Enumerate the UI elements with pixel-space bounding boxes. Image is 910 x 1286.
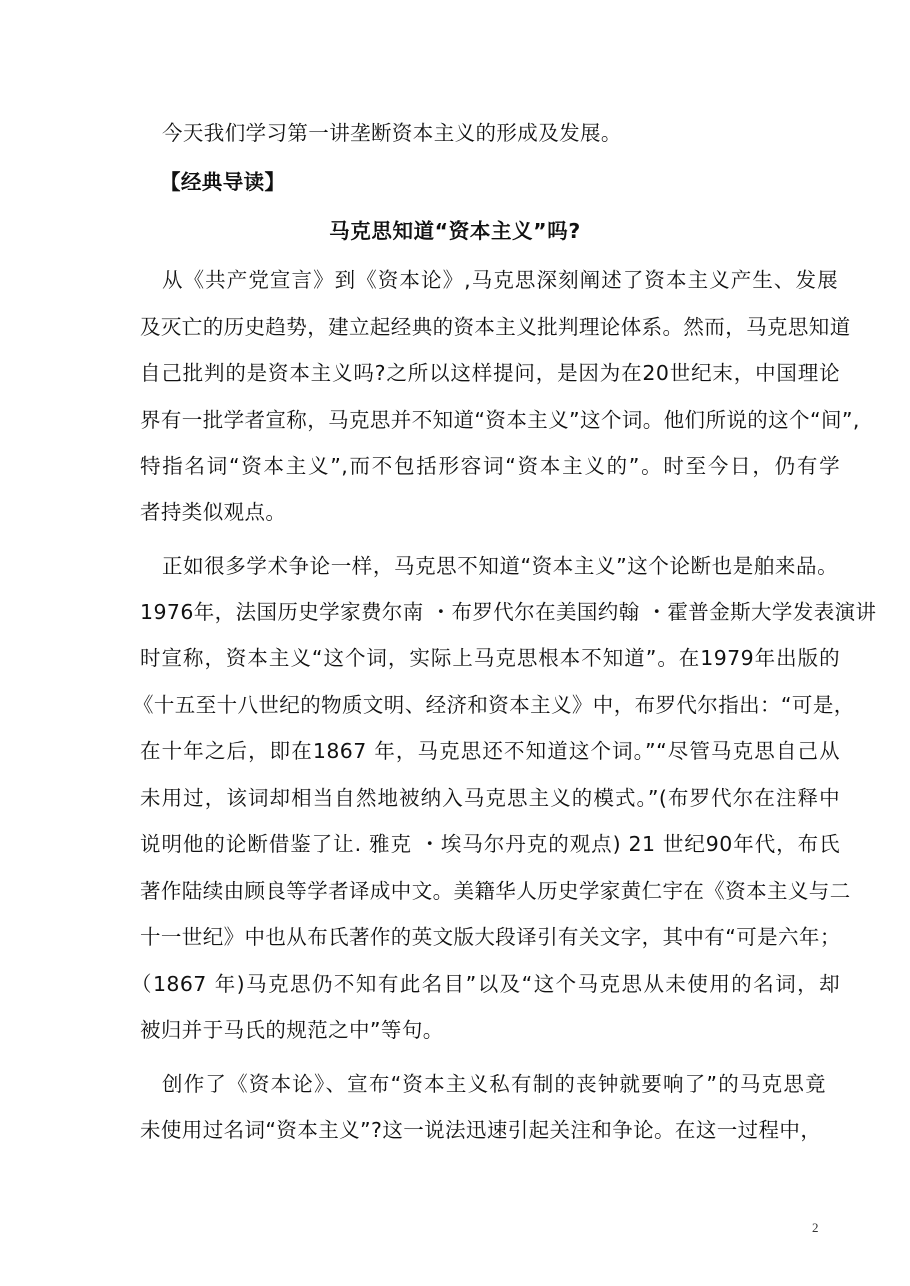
paragraph-line: 自己批判的是资本主义吗?之所以这样提问，是因为在20世纪末，中国理论 [140,361,840,385]
paragraph-line: 著作陆续由顾良等学者译成中文。美籍华人历史学家黄仁宇在《资本主义与二 [140,879,851,903]
article-title: 马克思知道“资本主义”吗? [329,219,581,243]
paragraph-line: 及灭亡的历史趋势，建立起经典的资本主义批判理论体系。然而，马克思知道 [140,315,851,339]
paragraph-line: 时宣称，资本主义“这个词，实际上马克思根本不知道”。在1979年出版的 [140,646,840,670]
paragraph-line: 被归并于马氏的规范之中”等句。 [140,1018,444,1042]
page-number: 2 [812,1220,819,1235]
paragraph-line: 创作了《资本论》、宣布“资本主义私有制的丧钟就要响了”的马克思竟 [162,1072,826,1096]
paragraph-line: 未用过，该词却相当自然地被纳入马克思主义的模式。”(布罗代尔在注释中 [140,786,840,810]
paragraph-line: 者持类似观点。 [140,500,287,524]
paragraph-line: 特指名词“资本主义”,而不包括形容词“资本主义的”。时至今日，仍有学 [140,454,840,478]
paragraph-line: 界有一批学者宣称，马克思并不知道“资本主义”这个词。他们所说的这个“间”, [140,408,860,432]
paragraph-line: 说明他的论断借鉴了让. 雅克 ・埃马尔丹克的观点) 21 世纪90年代，布氏 [140,832,840,856]
paragraph-line: 1976年，法国历史学家费尔南 ・布罗代尔在美国约翰 ・霍普金斯大学发表演讲 [140,600,877,624]
paragraph-line: 从《共产党宣言》到《资本论》,马克思深刻阐述了资本主义产生、发展 [162,268,838,292]
intro-line: 今天我们学习第一讲垄断资本主义的形成及发展。 [162,121,622,145]
paragraph-line: 正如很多学术争论一样，马克思不知道“资本主义”这个论断也是舶来品。 [162,554,838,578]
paragraph-line: 十一世纪》中也从布氏著作的英文版大段译引有关文字，其中有“可是六年； [140,925,841,949]
paragraph-line: 在十年之后，即在1867 年，马克思还不知道这个词。”“尽管马克思自己从 [140,739,840,763]
paragraph-line: 未使用过名词“资本主义”?这一说法迅速引起关注和争论。在这一过程中， [140,1118,822,1142]
paragraph-line: 《十五至十八世纪的物质文明、经济和资本主义》中，布罗代尔指出：“可是， [133,693,855,717]
section-heading: 【经典导读】 [160,170,286,194]
paragraph-line: （1867 年)马克思仍不知有此名目”以及“这个马克思从未使用的名词，却 [131,972,840,996]
